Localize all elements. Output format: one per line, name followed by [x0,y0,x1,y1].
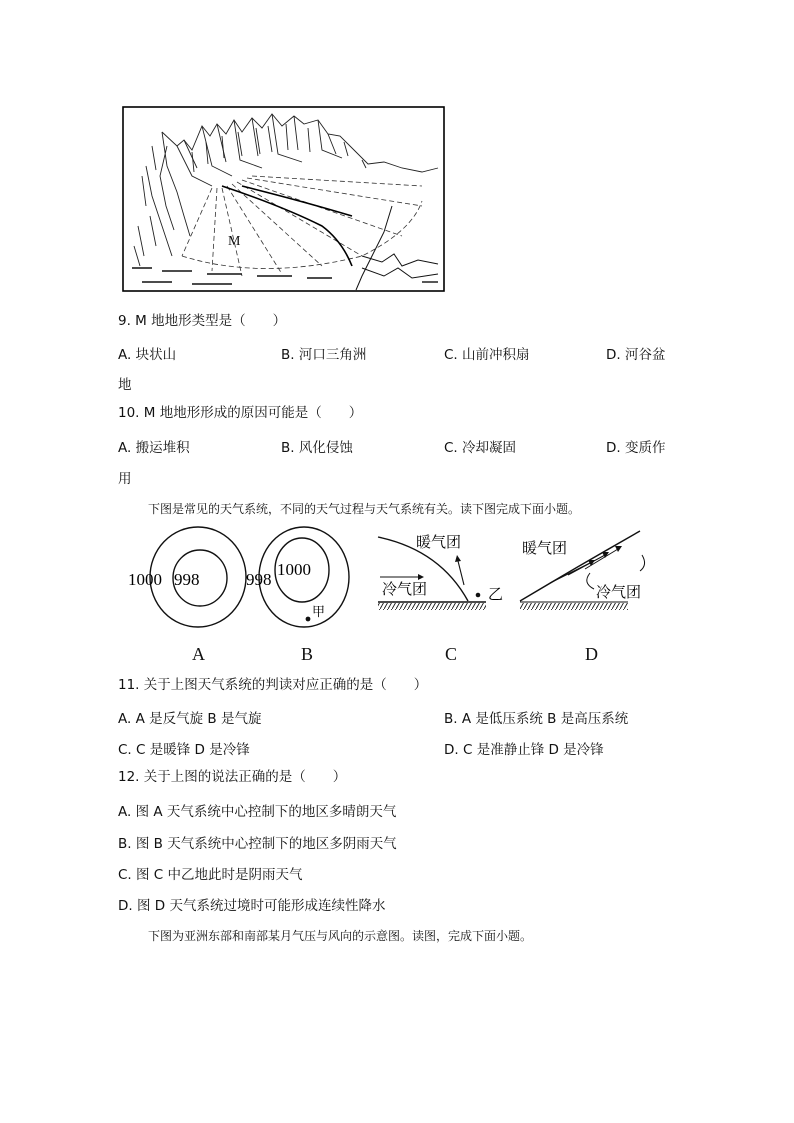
figure-b-inner-value: 1000 [277,560,311,579]
figure-b [246,527,349,627]
q10-stem: 10. M 地地形形成的原因可能是（ ） [118,405,363,421]
label-m: M [228,234,241,249]
q11-option-d[interactable]: D. C 是准静止锋 D 是冷锋 [444,742,604,758]
q10-option-a[interactable]: A. 搬运堆积 [118,440,190,456]
figure-c-cold-label: 冷气团 [382,582,428,598]
landform-sketch [122,106,445,292]
figure-b-point-label: 甲 [312,604,326,619]
weather-intro: 下图是常见的天气系统，不同的天气过程与天气系统有关。读下图完成下面小题。 [148,502,581,516]
figure-c-warm-label: 暖气团 [416,535,462,551]
figure-a-inner-value: 998 [174,570,200,589]
figure-b-caption: B [301,644,314,664]
figure-d [520,531,645,610]
figure-d-caption: D [585,644,598,664]
figure-a-caption: A [192,644,205,664]
q10-option-d-wrap: 用 [118,471,132,487]
q12-option-a[interactable]: A. 图 A 天气系统中心控制下的地区多晴朗天气 [118,804,397,820]
figure-c-caption: C [445,644,458,664]
figure-d-cold-label: 冷气团 [596,585,642,601]
figure-a [128,527,246,627]
pressure-intro: 下图为亚洲东部和南部某月气压与风向的示意图。读图，完成下面小题。 [148,929,533,943]
q10-option-c[interactable]: C. 冷却凝固 [444,440,517,456]
q9-option-a[interactable]: A. 块状山 [118,347,177,363]
q9-option-c[interactable]: C. 山前冲积扇 [444,347,530,363]
q11-option-a[interactable]: A. A 是反气旋 B 是气旋 [118,711,262,727]
q11-option-b[interactable]: B. A 是低压系统 B 是高压系统 [444,711,629,727]
q9-stem: 9. M 地地形类型是（ ） [118,313,287,329]
q11-stem: 11. 关于上图天气系统的判读对应正确的是（ ） [118,677,428,693]
q12-stem: 12. 关于上图的说法正确的是（ ） [118,769,347,785]
q12-option-d[interactable]: D. 图 D 天气系统过境时可能形成连续性降水 [118,898,386,914]
figure-c-point-label: 乙 [488,587,504,603]
figure-d-warm-label: 暖气团 [522,541,568,557]
q10-option-b[interactable]: B. 风化侵蚀 [281,440,353,456]
q9-option-b[interactable]: B. 河口三角洲 [281,347,367,363]
figure-c [378,534,503,610]
q10-option-d[interactable]: D. 变质作 [606,440,666,456]
figure-a-outer-value: 1000 [128,570,162,589]
figure-b-outer-value: 998 [246,570,272,589]
q9-option-d[interactable]: D. 河谷盆 [606,347,666,363]
q12-option-c[interactable]: C. 图 C 中乙地此时是阴雨天气 [118,867,303,883]
q11-option-c[interactable]: C. C 是暖锋 D 是冷锋 [118,742,250,758]
q12-option-b[interactable]: B. 图 B 天气系统中心控制下的地区多阴雨天气 [118,836,397,852]
landform-figure [122,106,445,292]
q9-option-d-wrap: 地 [118,377,132,393]
